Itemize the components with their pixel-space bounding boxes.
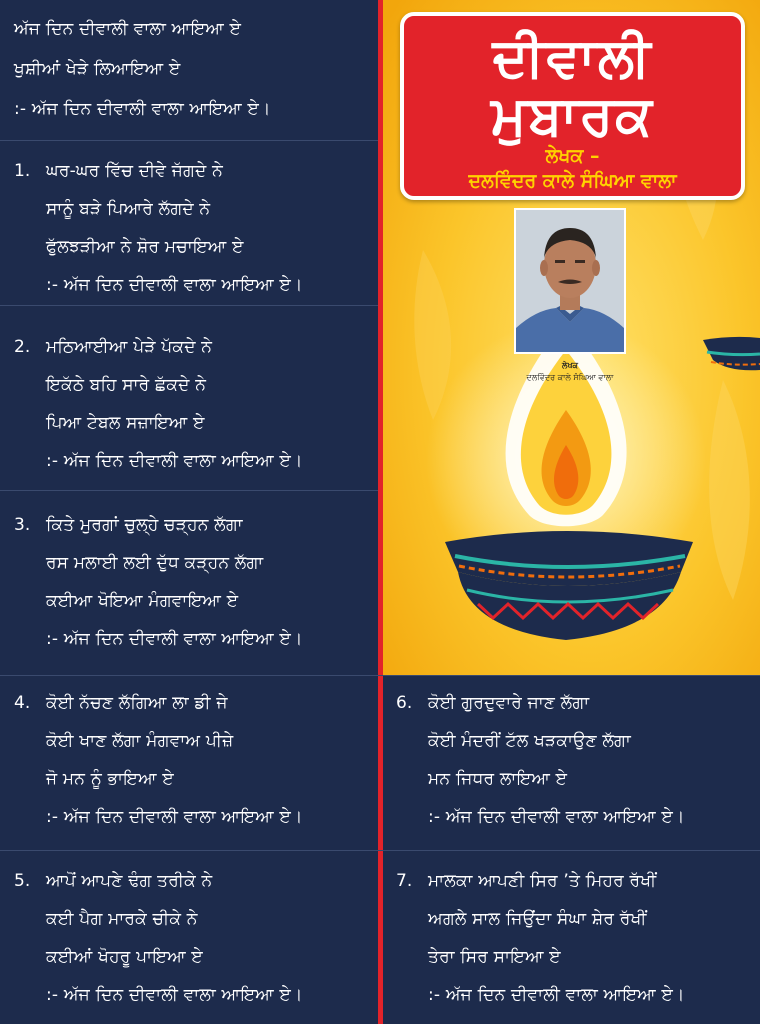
stanza-refrain: :- ਅੱਜ ਦਿਨ ਦੀਵਾਲੀ ਵਾਲਾ ਆਇਆ ਏ। bbox=[46, 275, 303, 295]
photo-caption-name: ਦਲਵਿੰਦਰ ਕਾਲੇ ਸੰਘਿਆ ਵਾਲਾ bbox=[526, 373, 614, 382]
title-banner bbox=[400, 12, 745, 200]
separator-line bbox=[0, 675, 760, 676]
author-portrait-image bbox=[516, 210, 624, 352]
author-name: ਦਲਵਿੰਦਰ ਕਾਲੇ ਸੰਘਿਆ ਵਾਲਾ bbox=[468, 170, 677, 192]
stanza-number: 7. bbox=[396, 871, 413, 891]
stanza-number: 2. bbox=[14, 337, 31, 357]
author-photo bbox=[514, 208, 626, 354]
stanza-line: ਮਠਿਆਈਆ ਪੇੜੇ ਪੱਕਦੇ ਨੇ bbox=[46, 337, 213, 357]
title-line-1: ਦੀਵਾਲੀ bbox=[492, 26, 653, 89]
stanza-line: ਸਾਨੂੰ ਬੜੇ ਪਿਆਰੇ ਲੱਗਦੇ ਨੇ bbox=[46, 199, 211, 219]
stanza-number: 3. bbox=[14, 515, 31, 535]
intro-line: ਅੱਜ ਦਿਨ ਦੀਵਾਲੀ ਵਾਲਾ ਆਇਆ ਏ bbox=[14, 19, 242, 39]
stanza-line: ਕਿਤੇ ਮੁਰਗਾਂ ਚੁਲ੍ਹੇ ਚੜ੍ਹਨ ਲੱਗਾ bbox=[46, 515, 243, 535]
stanza-line: ਕਈਆ ਖੋਇਆ ਮੰਗਵਾਇਆ ਏ bbox=[46, 591, 239, 611]
stanza-line: ਫੁੱਲਝੜੀਆ ਨੇ ਸ਼ੋਰ ਮਚਾਇਆ ਏ bbox=[46, 237, 244, 257]
stanza-line: ਕਈਆਂ ਖੋਹਰੂ ਪਾਇਆ ਏ bbox=[46, 947, 203, 967]
photo-caption-label: ਲੇਖਕ bbox=[562, 361, 578, 370]
stanza-refrain: :- ਅੱਜ ਦਿਨ ਦੀਵਾਲੀ ਵਾਲਾ ਆਇਆ ਏ। bbox=[46, 985, 303, 1005]
stanza-line: ਆਪੋਂ ਆਪਣੇ ਢੰਗ ਤਰੀਕੇ ਨੇ bbox=[46, 871, 213, 891]
stanza-line: ਕੋਈ ਮੰਦਰੀਂ ਟੱਲ ਖੜਕਾਉਣ ਲੱਗਾ bbox=[428, 731, 631, 751]
stanza-line: ਕੋਈ ਨੱਚਣ ਲੱਗਿਆ ਲਾ ਡੀ ਜੇ bbox=[46, 693, 228, 713]
separator-line bbox=[0, 850, 760, 851]
author-label: ਲੇਖਕ – bbox=[545, 145, 600, 167]
stanza-number: 5. bbox=[14, 871, 31, 891]
stanza-refrain: :- ਅੱਜ ਦਿਨ ਦੀਵਾਲੀ ਵਾਲਾ ਆਇਆ ਏ। bbox=[46, 629, 303, 649]
stanza-line: ਮਾਲਕਾ ਆਪਣੀ ਸਿਰ ’ਤੇ ਮਿਹਰ ਰੱਖੀਂ bbox=[428, 871, 657, 891]
stanza-line: ਕਈ ਪੈਗ ਮਾਰਕੇ ਚੀਕੇ ਨੇ bbox=[46, 909, 198, 929]
stanza-line: ਅਗਲੇ ਸਾਲ ਜਿਉਂਦਾ ਸੰਘਾ ਸ਼ੇਰ ਰੱਖੀਂ bbox=[428, 909, 647, 929]
stanza-refrain: :- ਅੱਜ ਦਿਨ ਦੀਵਾਲੀ ਵਾਲਾ ਆਇਆ ਏ। bbox=[46, 807, 303, 827]
separator-line bbox=[0, 140, 378, 141]
stanza-number: 6. bbox=[396, 693, 413, 713]
intro-line: ਖੁਸ਼ੀਆਂ ਖੇੜੇ ਲਿਆਇਆ ਏ bbox=[14, 59, 181, 79]
stanza-line: ਮਨ ਜਿਧਰ ਲਾਇਆ ਏ bbox=[428, 769, 568, 789]
title-line-2: ਮੁਬਾਰਕ bbox=[491, 84, 654, 147]
stanza-number: 1. bbox=[14, 161, 31, 181]
stanza-line: ਰਸ ਮਲਾਈ ਲਈ ਦੁੱਧ ਕੜ੍ਹਨ ਲੱਗਾ bbox=[46, 553, 264, 573]
stanza-line: ਜੋ ਮਨ ਨੂੰ ਭਾਇਆ ਏ bbox=[46, 769, 174, 789]
vertical-divider bbox=[378, 0, 383, 1024]
separator-line bbox=[0, 305, 378, 306]
stanza-line: ਘਰ-ਘਰ ਵਿੱਚ ਦੀਵੇ ਜੱਗਦੇ ਨੇ bbox=[46, 161, 223, 181]
stanza-line: ਕੋਈ ਗੁਰਦੁਵਾਰੇ ਜਾਣ ਲੱਗਾ bbox=[428, 693, 590, 713]
stanza-line: ਇਕੱਠੇ ਬਹਿ ਸਾਰੇ ਛੱਕਦੇ ਨੇ bbox=[46, 375, 207, 395]
intro-refrain: :- ਅੱਜ ਦਿਨ ਦੀਵਾਲੀ ਵਾਲਾ ਆਇਆ ਏ। bbox=[14, 99, 271, 119]
stanza-refrain: :- ਅੱਜ ਦਿਨ ਦੀਵਾਲੀ ਵਾਲਾ ਆਇਆ ਏ। bbox=[46, 451, 303, 471]
stanza-line: ਕੋਈ ਖਾਣ ਲੱਗਾ ਮੰਗਵਾਅ ਪੀਜ਼ੇ bbox=[46, 731, 234, 751]
stanza-line: ਤੇਰਾ ਸਿਰ ਸਾਇਆ ਏ bbox=[428, 947, 561, 967]
stanza-refrain: :- ਅੱਜ ਦਿਨ ਦੀਵਾਲੀ ਵਾਲਾ ਆਇਆ ਏ। bbox=[428, 807, 685, 827]
stanza-refrain: :- ਅੱਜ ਦਿਨ ਦੀਵਾਲੀ ਵਾਲਾ ਆਇਆ ਏ। bbox=[428, 985, 685, 1005]
stanza-line: ਪਿਆ ਟੇਬਲ ਸਜ਼ਾਇਆ ਏ bbox=[46, 413, 205, 433]
separator-line bbox=[0, 490, 378, 491]
stanza-number: 4. bbox=[14, 693, 31, 713]
